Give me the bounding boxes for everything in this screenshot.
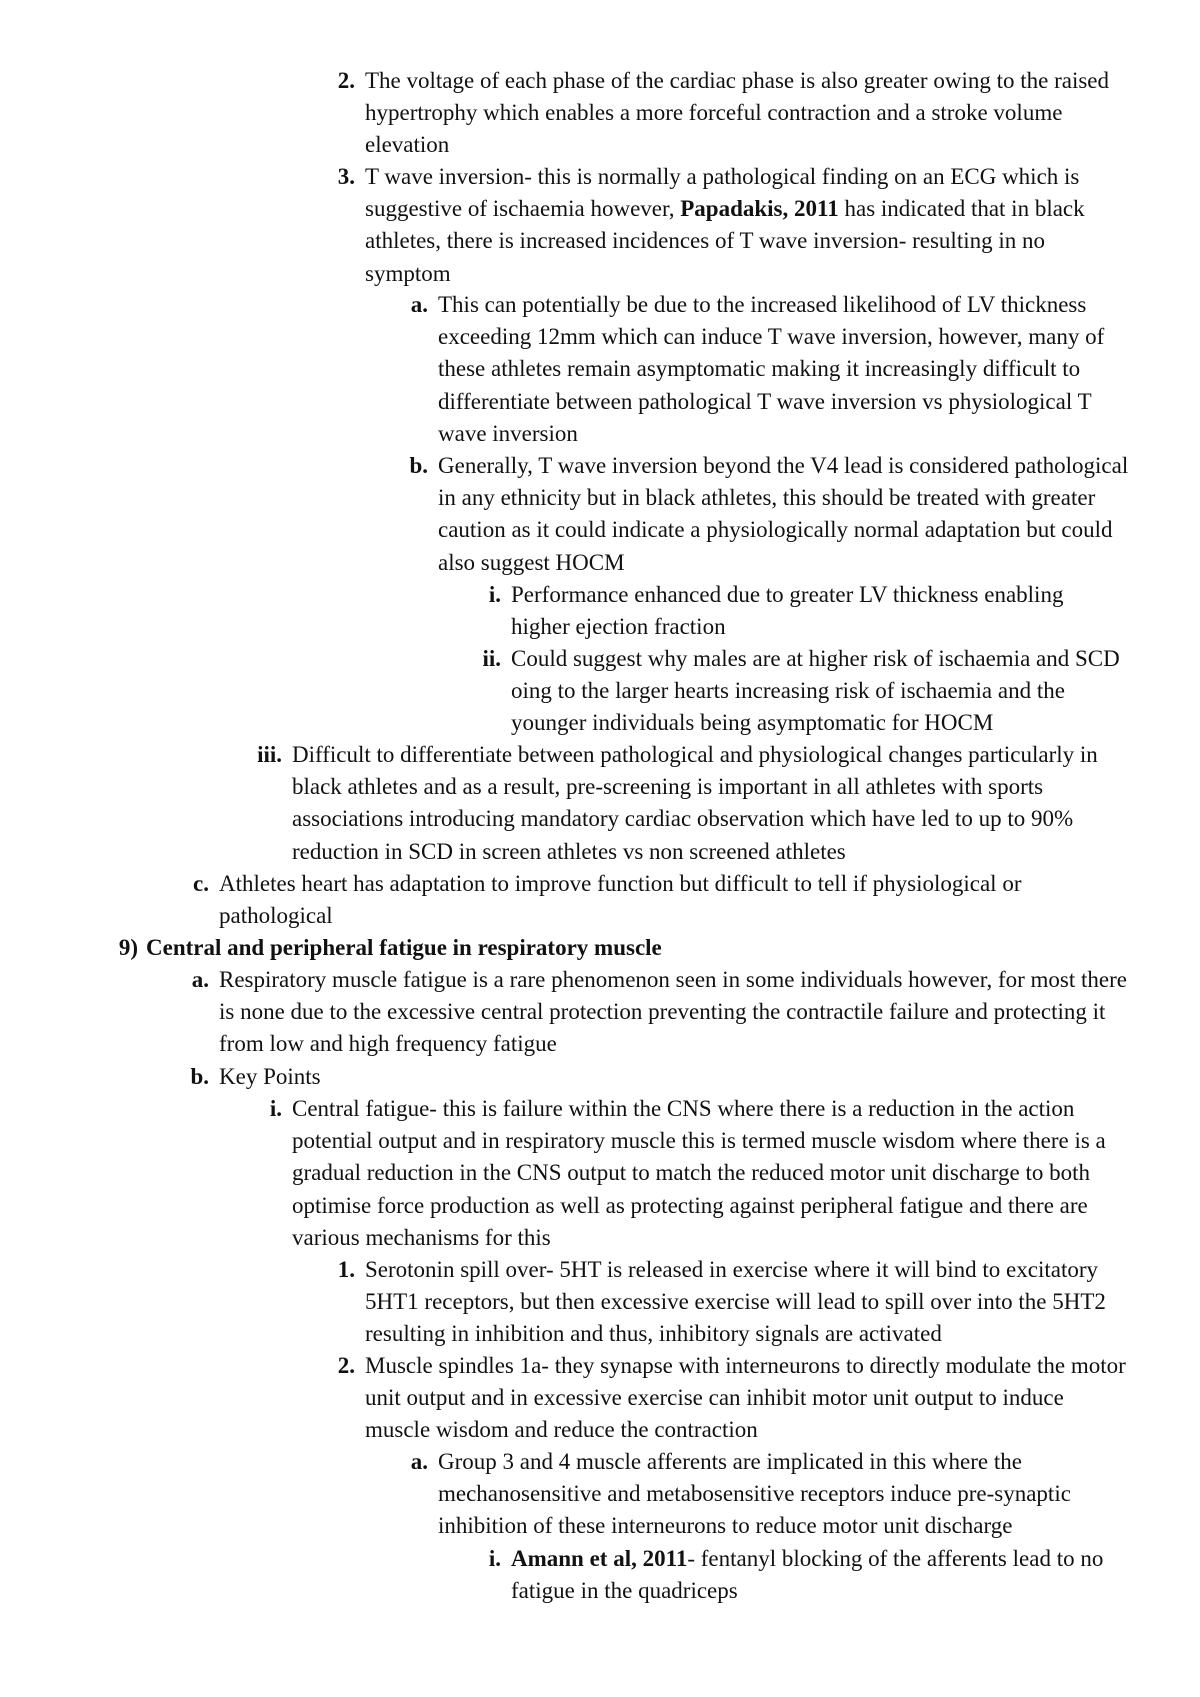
list-item-text: Respiratory muscle fatigue is a rare phenomenon seen in some individuals however, for most there is none due to the excessive central protection preventing the contractile failure and protecting it from low and high frequency fatigue — [219, 967, 1127, 1057]
list-item-text: T wave inversion- this is normally a pathological finding on an ECG which is suggestive of ischaemia however, Papadakis, 2011 has indicated that in black athletes, there is increased incidences of T wave inversion- resulting in no symptom — [365, 164, 1085, 286]
list-item-text: Amann et al, 2011- fentanyl blocking of the afferents lead to no fatigue in the quadriceps — [511, 1546, 1104, 1604]
list-item — [257, 739, 1130, 868]
list-item — [488, 579, 1100, 643]
list-marker: 2. — [337, 68, 355, 93]
list-marker: a. — [191, 967, 209, 992]
list-item — [409, 450, 1130, 579]
list-item-text: The voltage of each phase of the cardiac phase is also greater owing to the raised hypertrophy which enables a more forceful contraction and a stroke volume elevation — [365, 68, 1109, 158]
list-marker: c. — [193, 871, 209, 896]
list-marker: i. — [488, 1546, 501, 1571]
list-marker: 1. — [337, 1257, 355, 1282]
list-marker: a. — [410, 1449, 428, 1474]
list-marker: i. — [269, 1096, 282, 1121]
list-item — [190, 1061, 1130, 1093]
list-item-text: Key Points — [219, 1064, 321, 1089]
list-marker: 3. — [337, 164, 355, 189]
section-heading — [118, 932, 1130, 964]
list-item — [410, 1446, 1100, 1543]
citation: Amann et al, 2011 — [511, 1546, 688, 1571]
list-item — [410, 289, 1130, 450]
list-marker: b. — [190, 1064, 209, 1089]
list-marker: b. — [409, 453, 428, 478]
list-marker: a. — [410, 292, 428, 317]
list-item — [488, 1543, 1110, 1607]
list-item-text: Generally, T wave inversion beyond the V4 lead is considered pathological in any ethnicity but in black athletes, this should be treated with greater caution as it could indicate a physiologically normal adaptation but could also suggest HOCM — [438, 453, 1129, 575]
list-marker: ii. — [482, 646, 501, 671]
citation: Papadakis, 2011 — [680, 196, 839, 222]
section-heading-text: Central and peripheral fatigue in respiratory muscle — [146, 935, 662, 960]
list-item — [193, 868, 1130, 932]
list-marker: 9) — [118, 935, 138, 960]
list-item — [337, 65, 1130, 162]
list-item — [482, 643, 1125, 740]
list-item-text: Could suggest why males are at higher risk of ischaemia and SCD oing to the larger hearts increasing risk of ischaemia and the younger individuals being asymptomatic for HOCM — [511, 646, 1120, 736]
list-item-text: Serotonin spill over- 5HT is released in exercise where it will bind to excitatory 5HT1 receptors, but then excessive exercise will lead to spill over into the 5HT2 resulting in inhibition and thus, inhibitory signals are activated — [365, 1257, 1106, 1347]
list-item-text: Athletes heart has adaptation to improve function but difficult to tell if physiological or pathological — [219, 871, 1022, 929]
list-marker: iii. — [257, 742, 282, 767]
list-marker: 2. — [337, 1353, 355, 1378]
list-item-text: Central fatigue- this is failure within the CNS where there is a reduction in the action potential output and in respiratory muscle this is termed muscle wisdom where there is a gradual reduction in the CNS output to match the reduced motor unit discharge to both optimise force production as well as protecting against peripheral fatigue and there are various mechanisms for this — [292, 1096, 1106, 1250]
list-item-text: Performance enhanced due to greater LV thickness enabling higher ejection fraction — [511, 582, 1064, 640]
list-item — [269, 1093, 1130, 1254]
list-item — [191, 964, 1130, 1061]
list-item — [337, 1254, 1130, 1351]
list-marker: i. — [488, 582, 501, 607]
list-item — [337, 1350, 1130, 1447]
list-item-text: Muscle spindles 1a- they synapse with interneurons to directly modulate the motor unit output and in excessive exercise can inhibit motor unit output to induce muscle wisdom and reduce the contraction — [365, 1353, 1126, 1443]
list-item-text: This can potentially be due to the increased likelihood of LV thickness exceeding 12mm which can induce T wave inversion, however, many of these athletes remain asymptomatic making it increasingly difficult to differentiate between pathological T wave inversion vs physiological T wave inversion — [438, 292, 1105, 446]
list-item-text: Difficult to differentiate between pathological and physiological changes particularly in black athletes and as a result, pre-screening is important in all athletes with sports associations introducing mandatory cardiac observation which have led to up to 90% reduction in SCD in screen athletes vs non screened athletes — [292, 742, 1098, 864]
list-item — [337, 161, 1130, 290]
list-item-text: Group 3 and 4 muscle afferents are implicated in this where the mechanosensitive and metabosensitive receptors induce pre-synaptic inhibition of these interneurons to reduce motor unit discharge — [438, 1449, 1071, 1539]
